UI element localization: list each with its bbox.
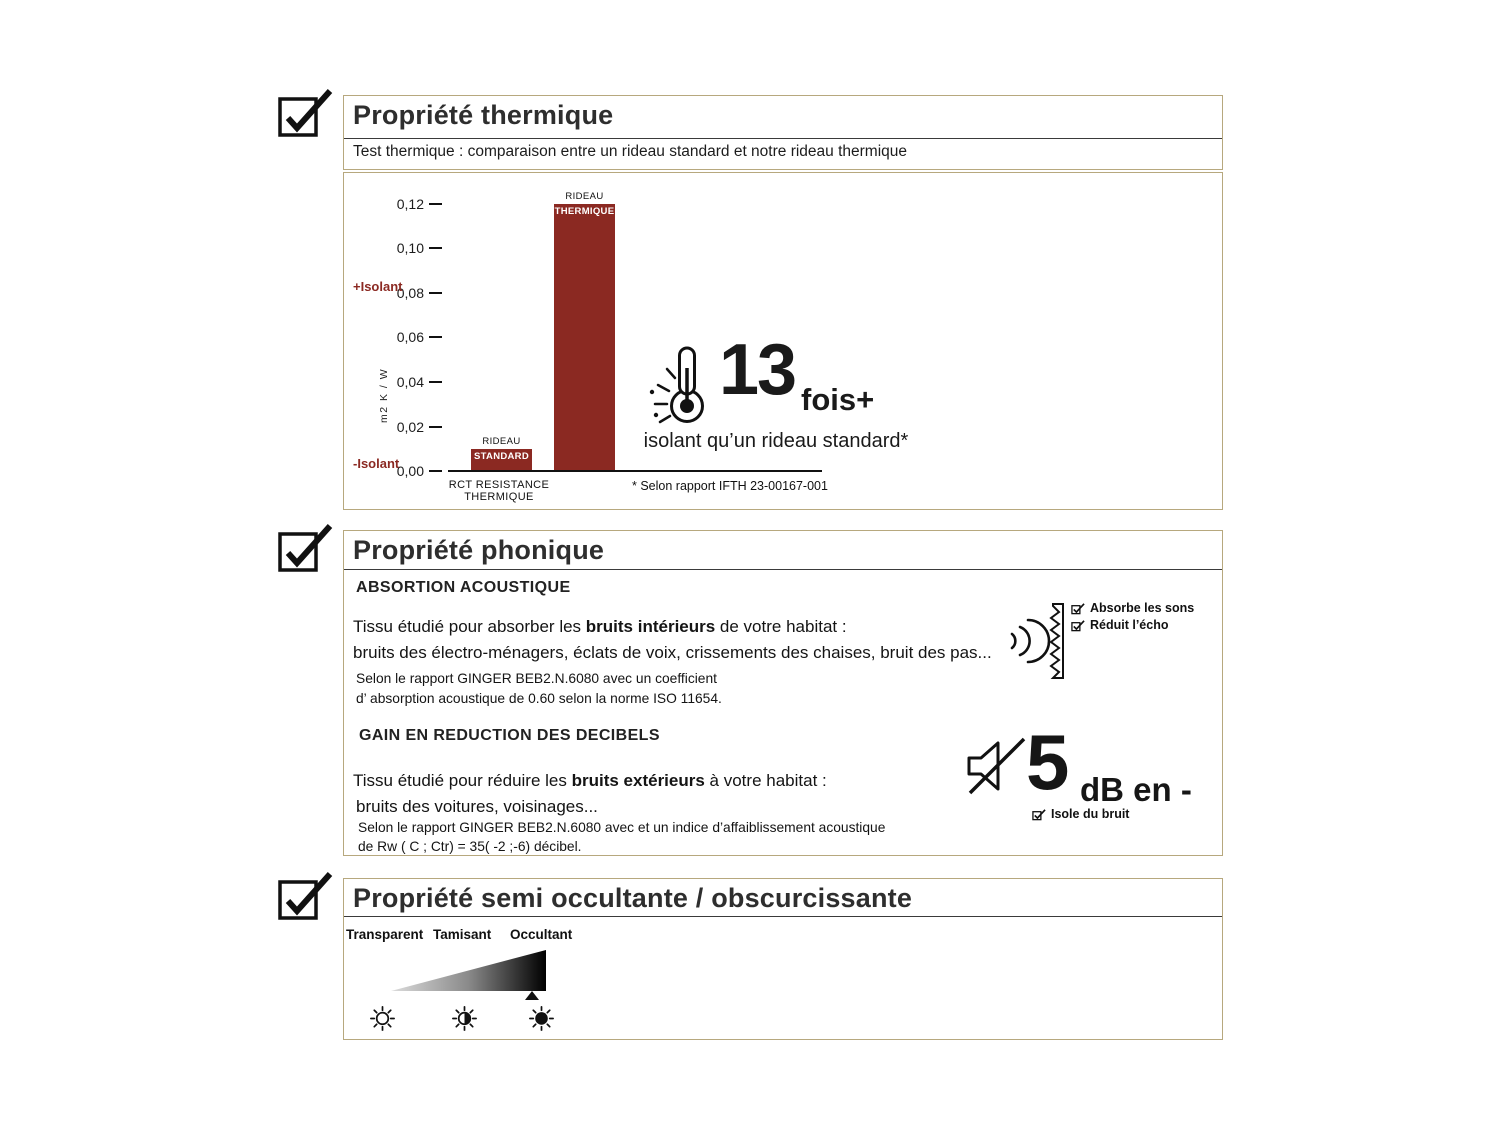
thermal-big-suffix: fois+ bbox=[801, 382, 875, 417]
check-label: Réduit l’écho bbox=[1090, 618, 1169, 632]
tick-mark bbox=[429, 292, 442, 294]
y-tick bbox=[366, 196, 442, 212]
bar-thermique bbox=[554, 204, 615, 471]
check-label: Absorbe les sons bbox=[1090, 601, 1195, 615]
muted-speaker-icon bbox=[962, 731, 1032, 801]
bar-label-top: RIDEAU bbox=[565, 191, 604, 202]
decibel-suffix: dB en - bbox=[1080, 771, 1192, 808]
chart-footnote: * Selon rapport IFTH 23-00167-001 bbox=[632, 479, 828, 493]
y-tick-label: 0,08 bbox=[396, 285, 424, 301]
tick-mark bbox=[429, 426, 442, 428]
thermal-feature bbox=[621, 330, 931, 468]
text-run: Tissu étudié pour réduire les bbox=[353, 771, 572, 790]
plus-isolant-label: +Isolant bbox=[353, 279, 403, 294]
occult-box bbox=[343, 878, 1223, 1040]
tick-mark bbox=[429, 203, 442, 205]
decibel-line2: bruits des voitures, voisinages... bbox=[356, 797, 598, 816]
check-absorbe-les-sons bbox=[1071, 601, 1194, 615]
checkbox-checked-icon bbox=[1071, 602, 1085, 615]
sun-outline-icon bbox=[368, 1003, 397, 1032]
phonic-title: Propriété phonique bbox=[353, 535, 605, 565]
absorption-line1 bbox=[353, 617, 847, 637]
checkbox-checked-icon bbox=[276, 871, 334, 921]
y-tick bbox=[366, 240, 442, 256]
y-tick-label: 0,12 bbox=[396, 196, 424, 212]
y-tick-label: 0,10 bbox=[396, 240, 424, 256]
decibel-heading: GAIN EN REDUCTION DES DECIBELS bbox=[359, 727, 660, 744]
phonic-box bbox=[343, 530, 1223, 856]
opacity-gradient-triangle bbox=[391, 949, 546, 992]
bar-label-inside: THERMIQUE bbox=[554, 206, 615, 217]
absorption-heading: ABSORTION ACOUSTIQUE bbox=[356, 579, 571, 596]
tick-mark bbox=[429, 470, 442, 472]
y-tick bbox=[366, 329, 442, 345]
y-tick-label: 0,04 bbox=[396, 374, 424, 390]
thermometer-icon bbox=[625, 344, 720, 429]
title-underline bbox=[344, 916, 1222, 917]
bar-label-top: RIDEAU bbox=[482, 436, 521, 447]
tick-mark bbox=[429, 381, 442, 383]
tick-mark bbox=[429, 247, 442, 249]
occult-title: Propriété semi occultante / obscurcissante bbox=[353, 883, 913, 913]
thermal-header-box bbox=[343, 95, 1223, 170]
sound-absorption-icon bbox=[1004, 596, 1069, 686]
absorption-note2: d’ absorption acoustique de 0.60 selon la norme ISO 11654. bbox=[356, 691, 722, 706]
check-isole-du-bruit bbox=[1032, 807, 1129, 821]
x-axis-label: RCT RESISTANCE THERMIQUE bbox=[448, 479, 550, 503]
check-label: Isole du bruit bbox=[1051, 807, 1130, 821]
checkbox-checked-icon bbox=[276, 523, 334, 573]
checkbox-checked-icon bbox=[276, 88, 334, 138]
checkbox-checked-icon bbox=[1071, 619, 1085, 632]
text-run: Tissu étudié pour absorber les bbox=[353, 617, 586, 636]
y-tick bbox=[366, 374, 442, 390]
label-tamisant: Tamisant bbox=[433, 927, 492, 942]
y-tick-label: 0,02 bbox=[396, 419, 424, 435]
y-tick bbox=[366, 419, 442, 435]
bar-rideau-standard bbox=[471, 436, 532, 471]
sun-half-icon bbox=[450, 1003, 479, 1032]
thermal-big-number: 13 bbox=[719, 330, 796, 410]
label-transparent: Transparent bbox=[346, 927, 424, 942]
checkbox-checked-icon bbox=[1032, 808, 1046, 821]
thermal-chart-box bbox=[343, 172, 1223, 510]
x-axis-line bbox=[448, 470, 822, 472]
bar-standard bbox=[471, 449, 532, 471]
thermal-subtitle: Test thermique : comparaison entre un rideau standard et notre rideau thermique bbox=[353, 143, 908, 160]
thermal-caption: isolant qu’un rideau standard* bbox=[643, 430, 909, 452]
text-run-bold: bruits extérieurs bbox=[571, 771, 705, 790]
decibel-big-number: 5 bbox=[1026, 718, 1070, 806]
occultant-pointer-arrow bbox=[525, 991, 539, 1000]
y-tick-label: 0,00 bbox=[396, 463, 424, 479]
y-axis-unit: m2 K / W bbox=[378, 367, 390, 423]
thermal-title: Propriété thermique bbox=[353, 100, 614, 130]
decibel-note1: Selon le rapport GINGER BEB2.N.6080 avec et un indice d’affaiblissement acoustique bbox=[358, 820, 886, 835]
label-occultant: Occultant bbox=[510, 927, 573, 942]
absorption-line2: bruits des électro-ménagers, éclats de voix, crissements des chaises, bruit des pas... bbox=[353, 643, 992, 662]
decibel-line1 bbox=[353, 771, 827, 791]
text-run: à votre habitat : bbox=[704, 771, 827, 790]
minus-isolant-label: -Isolant bbox=[353, 456, 400, 471]
sun-filled-icon bbox=[527, 1003, 556, 1032]
text-run-bold: bruits intérieurs bbox=[585, 617, 716, 636]
title-underline bbox=[344, 569, 1222, 570]
text-run: de votre habitat : bbox=[715, 617, 847, 636]
tick-mark bbox=[429, 336, 442, 338]
check-reduit-echo bbox=[1071, 618, 1168, 632]
decibel-note2: de Rw ( C ; Ctr) = 35( -2 ;-6) décibel. bbox=[358, 839, 582, 854]
bar-rideau-thermique bbox=[554, 191, 615, 471]
absorption-note1: Selon le rapport GINGER BEB2.N.6080 avec un coefficient bbox=[356, 671, 717, 686]
title-underline bbox=[344, 138, 1222, 139]
bar-label-inside: STANDARD bbox=[474, 451, 529, 462]
y-tick-label: 0,06 bbox=[396, 329, 424, 345]
